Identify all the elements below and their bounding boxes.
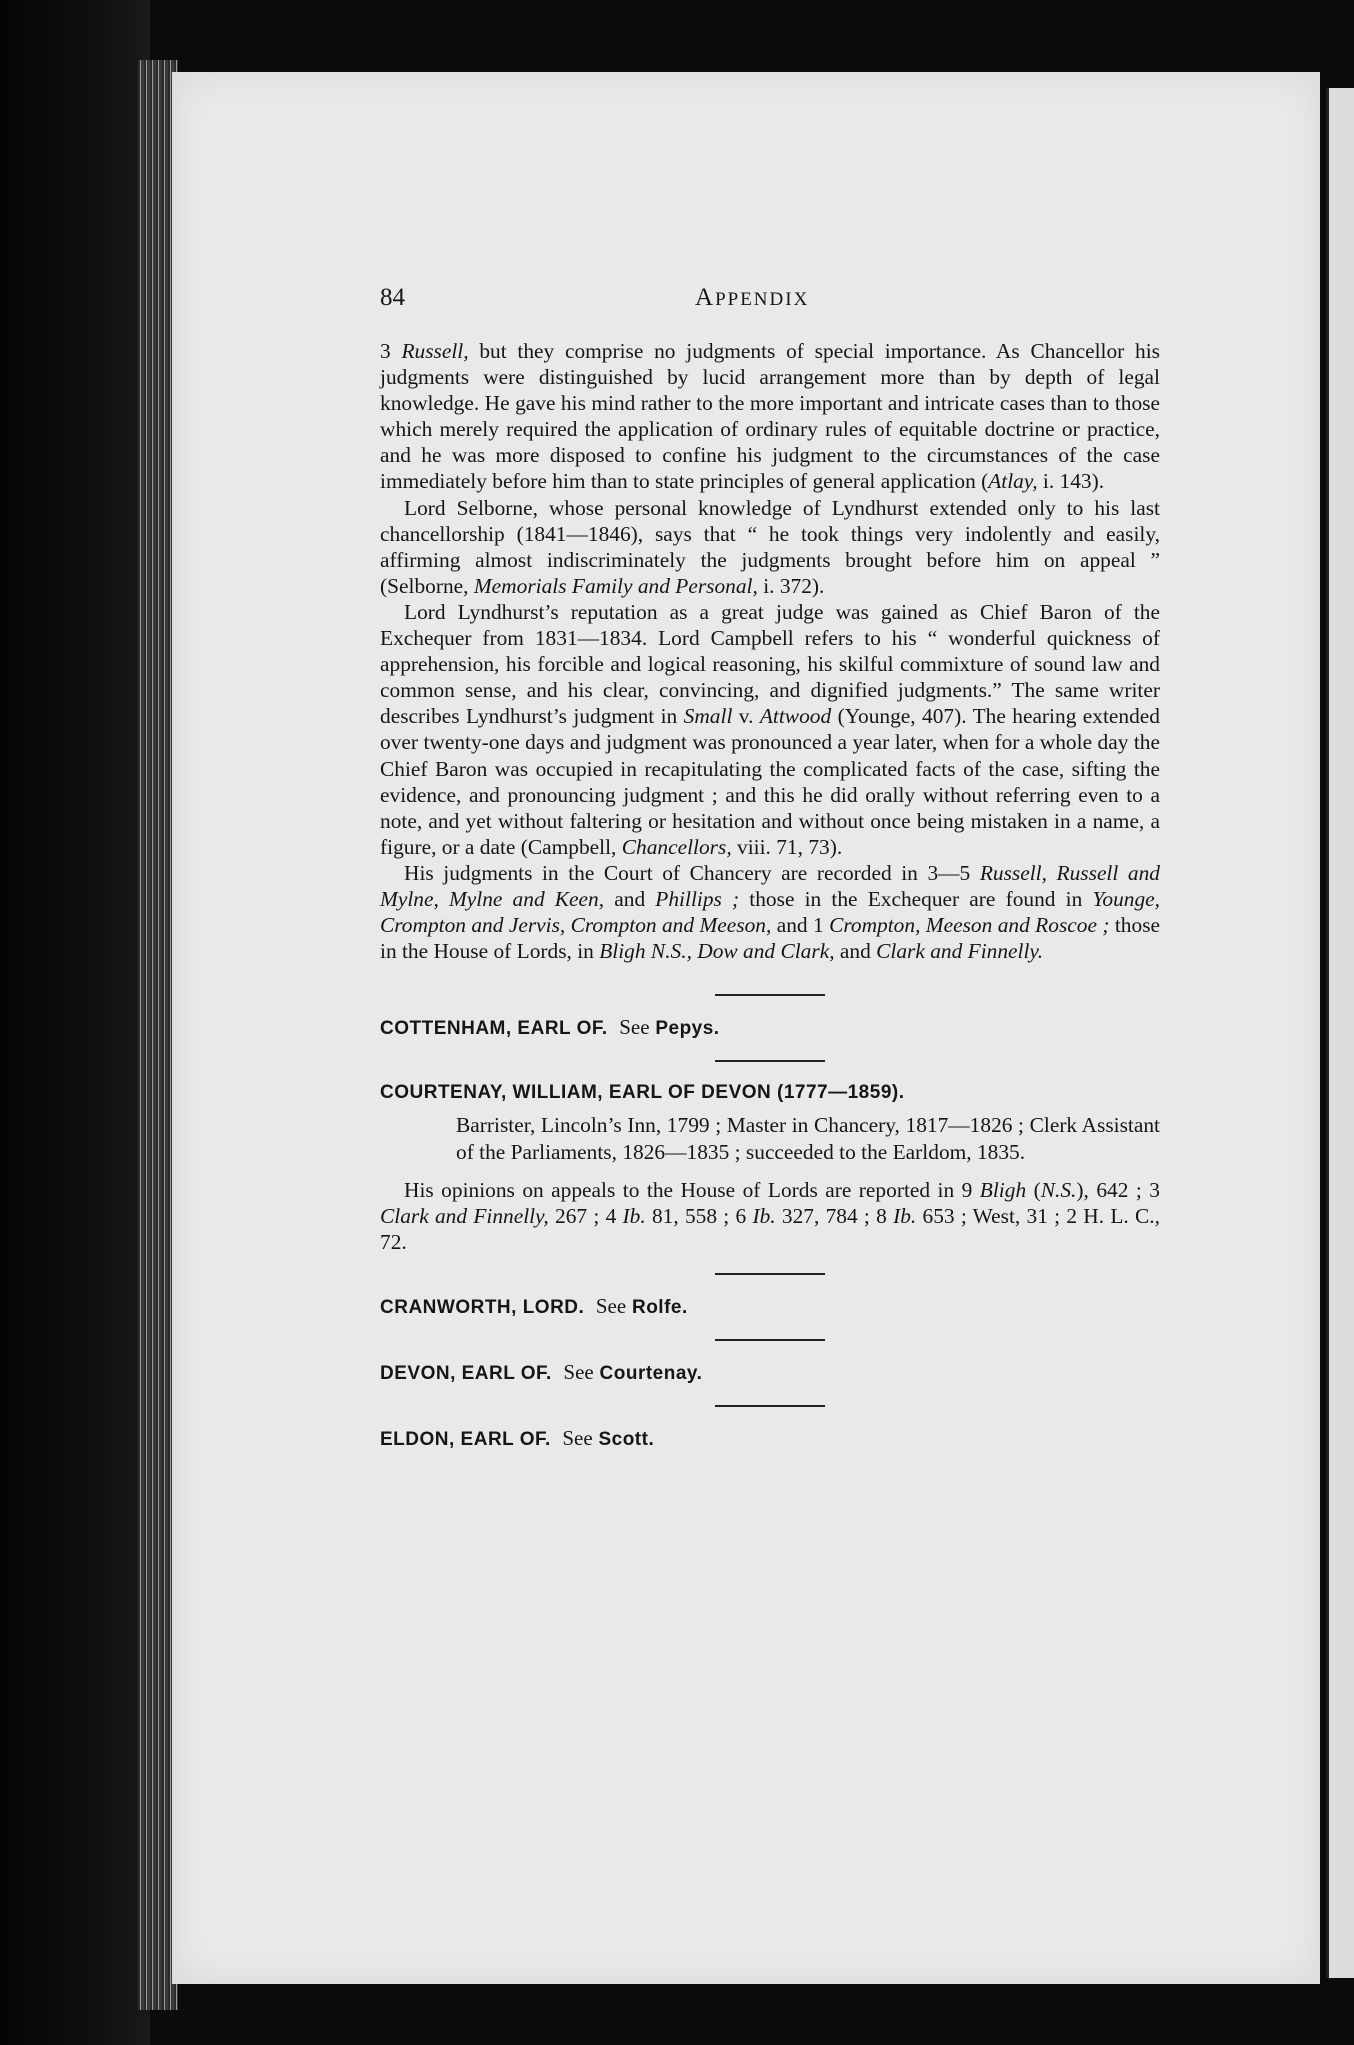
- see-label: See: [563, 1360, 594, 1384]
- entry-eldon: [380, 1425, 1160, 1453]
- italic-citation: Russell, Russell and Mylne, Mylne and Keen,: [380, 860, 1160, 911]
- text-run: His judgments in the Court of Chancery are recorded in 3—5: [404, 860, 980, 885]
- page-number: 84: [380, 284, 405, 311]
- italic-citation: N.S.: [1040, 1177, 1077, 1202]
- cross-reference: Courtenay.: [599, 1363, 703, 1384]
- text-run: and: [604, 886, 656, 911]
- running-title-rest: PPENDIX: [715, 289, 810, 310]
- italic-citation: Russell,: [401, 339, 469, 363]
- paragraph-lyndhurst-2: [380, 495, 1160, 599]
- entry-separator: [715, 1339, 825, 1341]
- entry-name: COTTENHAM, EARL OF.: [380, 1018, 608, 1040]
- entry-courtenay-heading: COURTENAY, WILLIAM, EARL OF DEVON (1777—1859).: [380, 1082, 905, 1104]
- text-run: and 1: [771, 913, 830, 938]
- text-run: Lord Selborne, whose personal knowledge of Lyndhurst extended only to his last chancellorship (1841—1846), says that “ he took things very indolently and easily, affirming almost indiscriminately the judgments brought before him on appeal ” (Selborne,: [380, 495, 1160, 598]
- running-title: [695, 284, 809, 312]
- text-run: those in the House of Lords, in: [380, 913, 1161, 964]
- entry-cottenham: [380, 1014, 1160, 1042]
- text-run: viii. 71, 73).: [731, 834, 843, 859]
- italic-citation: Crompton, Meeson and Roscoe ;: [829, 913, 1110, 938]
- text-run: i. 143).: [1037, 469, 1105, 494]
- entry-separator: [715, 994, 825, 996]
- entry-cranworth: [380, 1293, 1160, 1321]
- italic-citation: Chancellors,: [621, 834, 732, 859]
- text-run: (Younge, 407). The hearing extended over twenty-one days and judgment was pronounced a year later, when for a whole day the Chief Baron was occupied in recapitulating the complicated facts of the case, sifting the evidence, and pronouncing judgment ; and this he did orally without referring even to a note, and yet without faltering or hesitation and without once being mistaken in a name, a figure, or a date (Campbell,: [380, 704, 1160, 859]
- text-run: (: [1026, 1177, 1041, 1202]
- italic-citation: Clark and Finnelly.: [876, 939, 1044, 964]
- italic-citation: Younge, Crompton and Jervis, Crompton and Meeson,: [380, 886, 1160, 938]
- italic-citation: Bligh: [979, 1177, 1027, 1202]
- italic-citation: Bligh N.S., Dow and Clark,: [599, 939, 835, 964]
- text-run: ), 642 ; 3: [1076, 1177, 1160, 1202]
- paragraph-lyndhurst-3: [380, 599, 1160, 860]
- paragraph-lyndhurst-1: [380, 338, 1160, 495]
- italic-citation: Atlay,: [988, 469, 1038, 494]
- paragraph-lyndhurst-4: [380, 860, 1160, 964]
- see-label: See: [595, 1293, 627, 1318]
- italic-citation: Memorials Family and Personal,: [473, 573, 758, 598]
- text-run: i. 372).: [757, 573, 825, 598]
- text-run: 653 ; West, 31 ; 2 H. L. C., 72.: [380, 1203, 1160, 1254]
- italic-citation: Ib.: [752, 1203, 776, 1228]
- entry-devon: [380, 1359, 1160, 1387]
- italic-citation: Ib.: [893, 1203, 917, 1228]
- text-run: 3: [380, 339, 402, 363]
- italic-citation: Attwood: [759, 704, 832, 729]
- entry-name: DEVON, EARL OF.: [380, 1363, 552, 1384]
- cross-reference: Rolfe.: [631, 1296, 688, 1318]
- text-run: v.: [732, 704, 760, 729]
- text-run: 267 ; 4: [548, 1203, 623, 1228]
- text-run: His opinions on appeals to the House of Lords are reported in 9: [404, 1177, 980, 1202]
- cross-reference: Scott.: [598, 1429, 655, 1451]
- text-run: Lord Lyndhurst’s reputation as a great judge was gained as Chief Baron of the Exchequer from 1831—1834. Lord Campbell refers to his “ wonderful quickness of apprehension, his forcible and logical reasoning, his skilful commixture of sound law and common sense, and his clear, convincing, and dignified judgments.” The same writer describes Lyndhurst’s judgment in: [380, 599, 1160, 729]
- running-title-initial: A: [695, 284, 716, 311]
- courtenay-opinions: [380, 1177, 1160, 1255]
- scan-border-left: [0, 0, 150, 2045]
- see-label: See: [619, 1015, 650, 1040]
- text-run: 81, 558 ; 6: [645, 1203, 753, 1228]
- page-header: [380, 284, 1160, 324]
- entry-name: ELDON, EARL OF.: [380, 1429, 551, 1451]
- text-run: 327, 784 ; 8: [775, 1203, 894, 1228]
- page-body: [380, 338, 1160, 1459]
- text-run: and: [834, 939, 877, 964]
- italic-citation: Clark and Finnelly,: [380, 1203, 549, 1228]
- text-run: those in the Exchequer are found in: [739, 886, 1093, 911]
- italic-citation: Small: [683, 704, 733, 729]
- facing-page-edge: [1326, 88, 1354, 1978]
- entry-separator: [715, 1060, 825, 1062]
- cross-reference: Pepys.: [655, 1018, 720, 1040]
- courtenay-career: Barrister, Lincoln’s Inn, 1799 ; Master in Chancery, 1817—1826 ; Clerk Assistant of the Parliaments, 1826—1835 ; succeeded to the Earldom, 1835.: [456, 1113, 1160, 1164]
- see-label: See: [562, 1426, 593, 1451]
- italic-citation: Phillips ;: [655, 886, 740, 911]
- text-run: but they comprise no judgments of special importance. As Chancellor his judgments were distinguished by lucid arrangement more than by depth of legal knowledge. He gave his mind rather to the more important and intricate cases than to those which merely required the application of ordinary rules of equitable doctrine or practice, and he was more disposed to confine his judgment to the circumstances of the case immediately before him than to state principles of general application (: [380, 339, 1160, 494]
- italic-citation: Ib.: [622, 1203, 646, 1228]
- entry-separator: [715, 1405, 825, 1407]
- entry-name: CRANWORTH, LORD.: [380, 1296, 585, 1318]
- spacer: [380, 1165, 1160, 1177]
- entry-separator: [715, 1273, 825, 1275]
